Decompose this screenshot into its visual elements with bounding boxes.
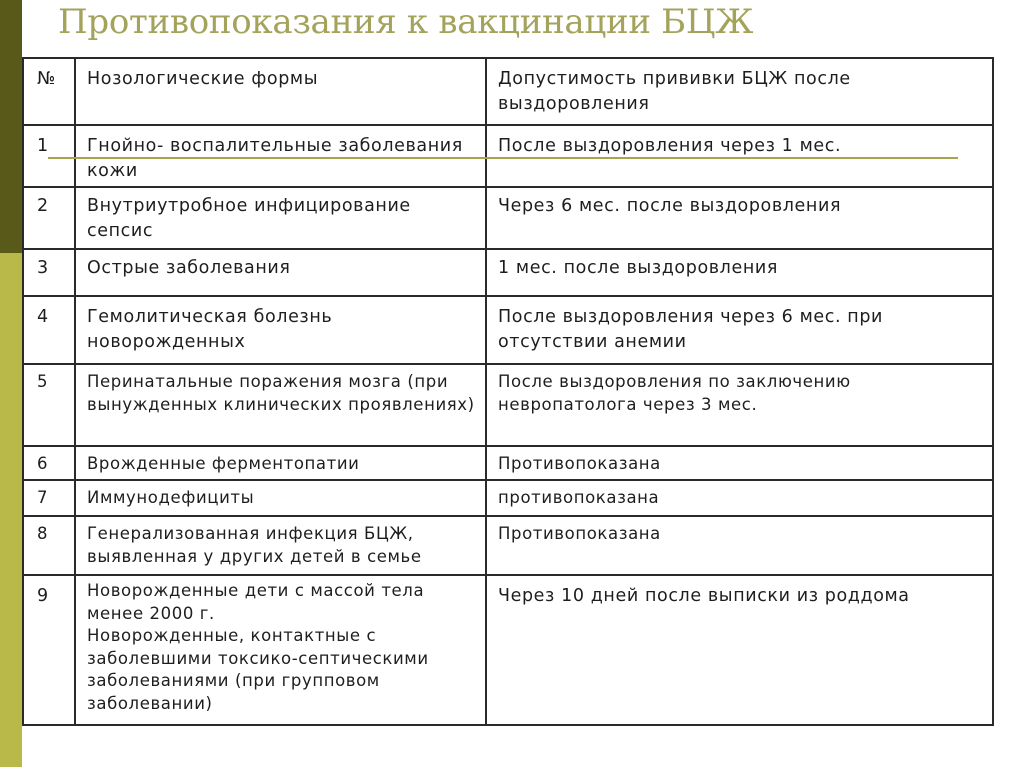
row-allowance: Через 10 дней после выписки из роддома	[486, 575, 993, 725]
row-number: 3	[23, 249, 75, 296]
row-number: 4	[23, 296, 75, 364]
row-form: Иммунодефициты	[75, 480, 486, 516]
row-allowance: 1 мес. после выздоровления	[486, 249, 993, 296]
row-form: Внутриутробное инфицирование сепсис	[75, 187, 486, 249]
table-header-row	[23, 58, 993, 125]
row-number: 7	[23, 480, 75, 516]
row-form-extra: Новорожденные, контактные с заболевшими токсико-септическими заболеваниями (при групповом заболевании)	[87, 626, 429, 713]
slide-title: Противопоказания к вакцинации БЦЖ	[58, 2, 754, 42]
row-form: Генерализованная инфекция БЦЖ, выявленная у других детей в семье	[75, 516, 486, 575]
row-allowance: Противопоказана	[486, 516, 993, 575]
row-form: Перинатальные поражения мозга (при вынужденных клинических проявлениях)	[75, 364, 486, 446]
row-allowance: Через 6 мес. после выздоровления	[486, 187, 993, 249]
row-form: Гемолитическая болезнь новорожденных	[75, 296, 486, 364]
row-number: 9	[23, 575, 75, 725]
row-allowance: После выздоровления по заключению невропатолога через 3 мес.	[486, 364, 993, 446]
table-row	[23, 446, 993, 480]
side-bar-light	[0, 253, 22, 767]
table-row	[23, 187, 993, 249]
row-number: 1	[23, 125, 75, 187]
row-number: 5	[23, 364, 75, 446]
table-row	[23, 480, 993, 516]
table-row	[23, 125, 993, 187]
row-form: Острые заболевания	[75, 249, 486, 296]
row-allowance: После выздоровления через 6 мес. при отсутствии анемии	[486, 296, 993, 364]
row-number: 2	[23, 187, 75, 249]
header-allowance: Допустимость прививки БЦЖ после выздоровления	[486, 58, 993, 125]
row-form-cell	[75, 575, 486, 725]
row-number: 8	[23, 516, 75, 575]
table-row	[23, 364, 993, 446]
row-form: Новорожденные дети с массой тела менее 2000 г.	[87, 581, 425, 623]
header-forms: Нозологические формы	[75, 58, 486, 125]
table-row	[23, 249, 993, 296]
underline-rule	[48, 157, 958, 159]
side-bar-dark	[0, 0, 22, 253]
table-row	[23, 516, 993, 575]
header-number: №	[23, 58, 75, 125]
row-number: 6	[23, 446, 75, 480]
table-row	[23, 296, 993, 364]
row-allowance: противопоказана	[486, 480, 993, 516]
table-row	[23, 575, 993, 725]
row-form: Гнойно- воспалительные заболевания кожи	[75, 125, 486, 187]
row-form: Врожденные ферментопатии	[75, 446, 486, 480]
row-allowance: После выздоровления через 1 мес.	[486, 125, 993, 187]
row-allowance: Противопоказана	[486, 446, 993, 480]
